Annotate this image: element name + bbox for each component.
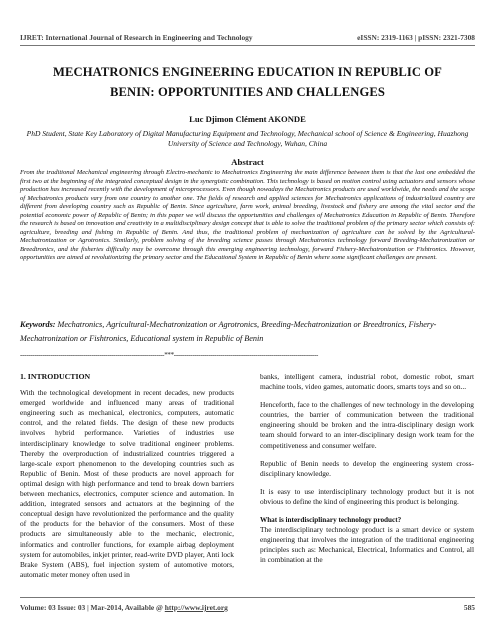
abstract-text: From the traditional Mechanical engineering through Electro-mechanic to Mechatronics Engineering the main difference between them is that the last one embedded the first two at the beginning of the integrated conceptual design in the synergistic combination. This technology is based on motion control using actuators and sensors whose production has increased recently with the development of microprocessors. Even though nowadays the Mechatronics products are used worldwide, the needs and the scope of Mechatronics products vary from one country to another one. The fields of research and applied sciences for Mechatronics applications of industrialized country are different from developing country such as Republic of Benin. Since agriculture, farm work, animal breeding, livestock and fishery are among the vital sector and the potential economic power of Republic of Benin; in this paper we will discuss the opportunities and challenges of Mechatronics Education in Republic of Benin. Therefore the research is based on innovation and creativity in a multidisciplinary design concept that is able to solve the traditional problem of the primary sector which consists of: agriculture, breeding and fishing in Republic of Benin. And thus, the traditional problem of mechanization of agriculture can be solved by the Agricultural-Mechatronization or Agrotronics. Similarly, problem solving of the breeding science passes through Mechatronics technology forward Breeding-Mechatronization or Breedtronics, and the fisheries difficulty may be overcome through this emerging engineering technology, forward Fishery-Mechatronization or Fishtronics. However, opportunities are aimed at revolutionizing the primary sector and the Educational System in Republic of Benin where some significant challenges are present. <box>20 169 475 261</box>
footer-rule <box>20 597 475 598</box>
subheading-interdisciplinary: What is interdisciplinary technology product? <box>260 516 402 525</box>
journal-url-link[interactable]: http://www.ijret.org <box>164 603 228 612</box>
keywords-list: Mechatronics, Agricultural-Mechatronization or Agrotronics, Breeding-Mechatronization or Breedtronics, Fishery-Mechatronization or Fishtronics, Educational system in Republic of Benin <box>20 320 437 343</box>
keywords <box>20 318 475 346</box>
abstract-heading: Abstract <box>231 157 264 167</box>
paragraph: Henceforth, face to the challenges of new technology in the developing countries, the barrier of communication between the traditional engineering should be broken and the intra-disciplinary design work team should forward to an inter-disciplinary design work team for the competitiveness and consumer welfare. <box>260 400 474 450</box>
title-line-1: MECHATRONICS ENGINEERING EDUCATION IN REPUBLIC OF <box>53 65 442 79</box>
journal-name: IJRET: International Journal of Research in Engineering and Technology <box>20 33 253 42</box>
issn-info: eISSN: 2319-1163 | pISSN: 2321-7308 <box>357 33 475 42</box>
author-name: Luc Djimon Clément AKONDE <box>189 114 306 124</box>
section-separator: -----------------------------------------------------------------------***----------------------------------------------------------------------- <box>20 351 319 359</box>
paragraph: It is easy to use interdisciplinary technology product but it is not obvious to define the kind of engineering this product is belonging. <box>260 486 474 506</box>
volume-text: Volume: 03 Issue: 03 | Mar-2014, Available @ <box>20 603 165 612</box>
paragraph: banks, intelligent camera, industrial robot, domestic robot, smart machine tools, video games, automatic doors, smarts toys and so on... <box>260 372 474 392</box>
right-column <box>260 372 474 574</box>
paragraph: Republic of Benin needs to develop the engineering system cross-disciplinary knowledge. <box>260 458 474 478</box>
running-footer <box>20 603 475 612</box>
title-line-2: BENIN: OPPORTUNITIES AND CHALLENGES <box>110 85 385 99</box>
header-rule <box>20 45 475 46</box>
page-number: 585 <box>463 603 475 612</box>
section-heading-introduction: 1. INTRODUCTION <box>20 372 91 381</box>
keywords-label: Keywords: <box>20 320 56 329</box>
left-column <box>20 372 234 588</box>
author-affiliation: PhD Student, State Key Laboratory of Digital Manufacturing Equipment and Technology, Mechanical school of Science & Engineering, Huazhong University of Science and Technology, Wuhan, China <box>26 129 469 148</box>
running-header <box>20 33 475 42</box>
intro-paragraph: With the technological development in recent decades, new products emerged worldwide and influenced many areas of traditional engineering such as mechanical, electronics, computers, automatic control, and the related fields. The design of these new products involves hybrid performance. Varieties of industries use interdisciplinary knowledge to solve traditional engineer problems. Thereby the overproduction of industrialized countries triggered a large-scale export phenomenon to the developing countries such as Republic of Benin. Most of these products are novel approach for optimal design with high performance and tend to break down barriers between mechanics, electronics, computer science and automation. In addition, integrated sensors and actuators at the beginning of the conceptual design have revolutionized the performance and the quality of the products for the behavior of the consumers. Most of these products are simultaneously able to the mechanic, electronic, informatics and controller functions, for example airbag deployment system for automobiles, inkjet printer, read-write DVD player, Anti lock Brake System (ABS), fuel injection system of automotive motors, automatic meter money often used in <box>20 388 234 579</box>
volume-info <box>20 603 228 612</box>
paragraph: The interdisciplinary technology product is a smart device or system engineering that involves the integration of the traditional engineering principles such as: Mechanical, Electrical, Informatics and Control, all in combination at the <box>260 525 474 565</box>
paper-title <box>24 62 471 102</box>
